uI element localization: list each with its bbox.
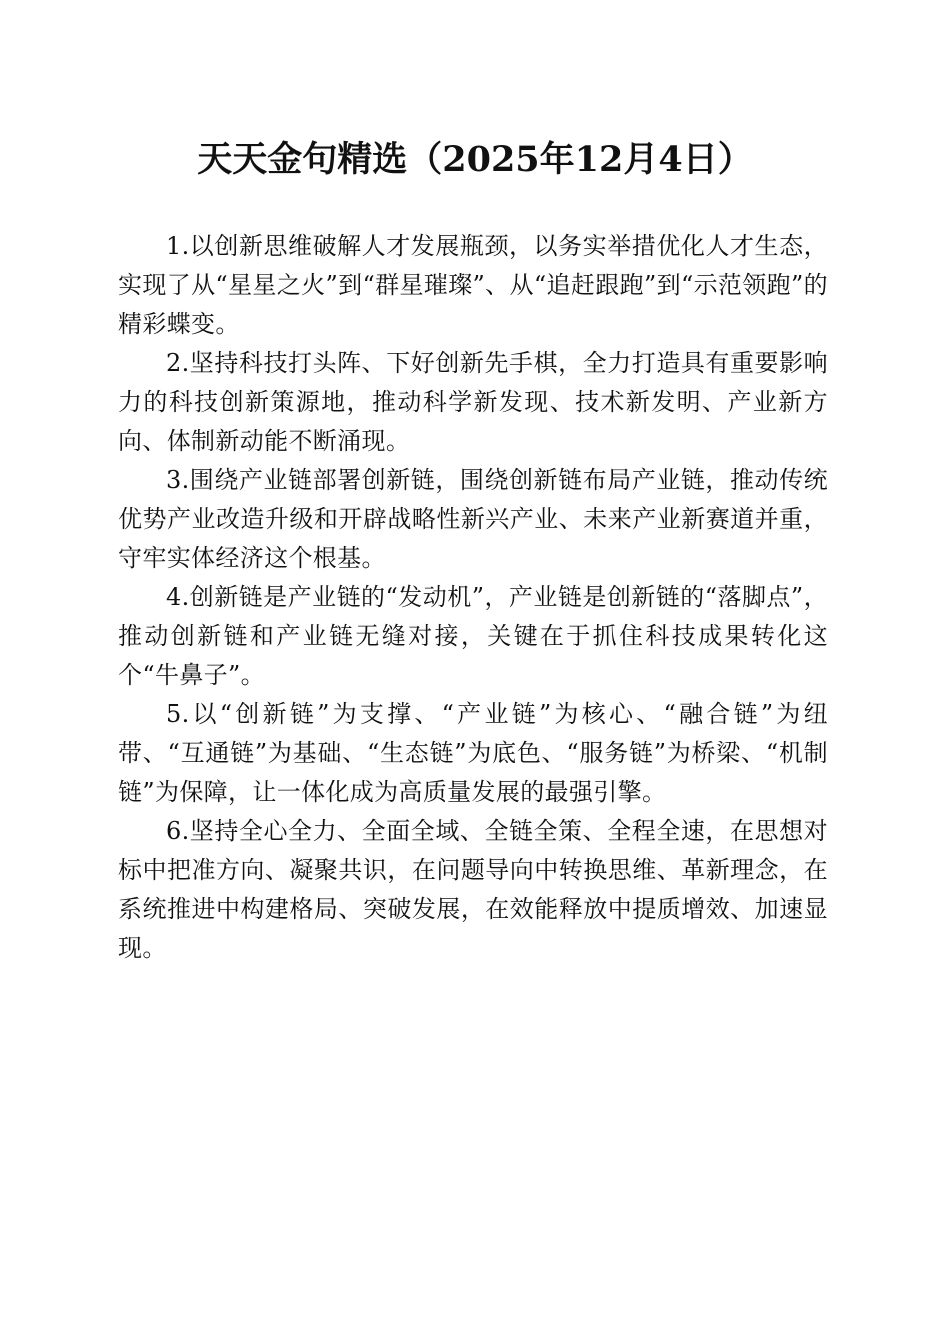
paragraph-1: 1.以创新思维破解人才发展瓶颈，以务实举措优化人才生态，实现了从“星星之火”到“群星璀璨”、从“追赶跟跑”到“示范领跑”的精彩蝶变。 — [118, 232, 828, 338]
paragraph-4: 4.创新链是产业链的“发动机”，产业链是创新链的“落脚点”，推动创新链和产业链无缝对接，关键在于抓住科技成果转化这个“牛鼻子”。 — [118, 583, 828, 689]
paragraph-3: 3.围绕产业链部署创新链，围绕创新链布局产业链，推动传统优势产业改造升级和开辟战略性新兴产业、未来产业新赛道并重，守牢实体经济这个根基。 — [118, 466, 828, 572]
paragraph-6: 6.坚持全心全力、全面全域、全链全策、全程全速，在思想对标中把准方向、凝聚共识，在问题导向中转换思维、革新理念，在系统推进中构建格局、突破发展，在效能释放中提质增效、加速显现。 — [118, 817, 828, 962]
document-body — [118, 227, 828, 968]
paragraph-5: 5.以“创新链”为支撑、“产业链”为核心、“融合链”为纽带、“互通链”为基础、“生态链”为底色、“服务链”为桥梁、“机制链”为保障，让一体化成为高质量发展的最强引擎。 — [118, 700, 828, 806]
document-title: 天天金句精选（2025年12月4日） — [197, 139, 753, 180]
paragraph-2: 2.坚持科技打头阵、下好创新先手棋，全力打造具有重要影响力的科技创新策源地，推动科学新发现、技术新发明、产业新方向、体制新动能不断涌现。 — [118, 349, 828, 455]
